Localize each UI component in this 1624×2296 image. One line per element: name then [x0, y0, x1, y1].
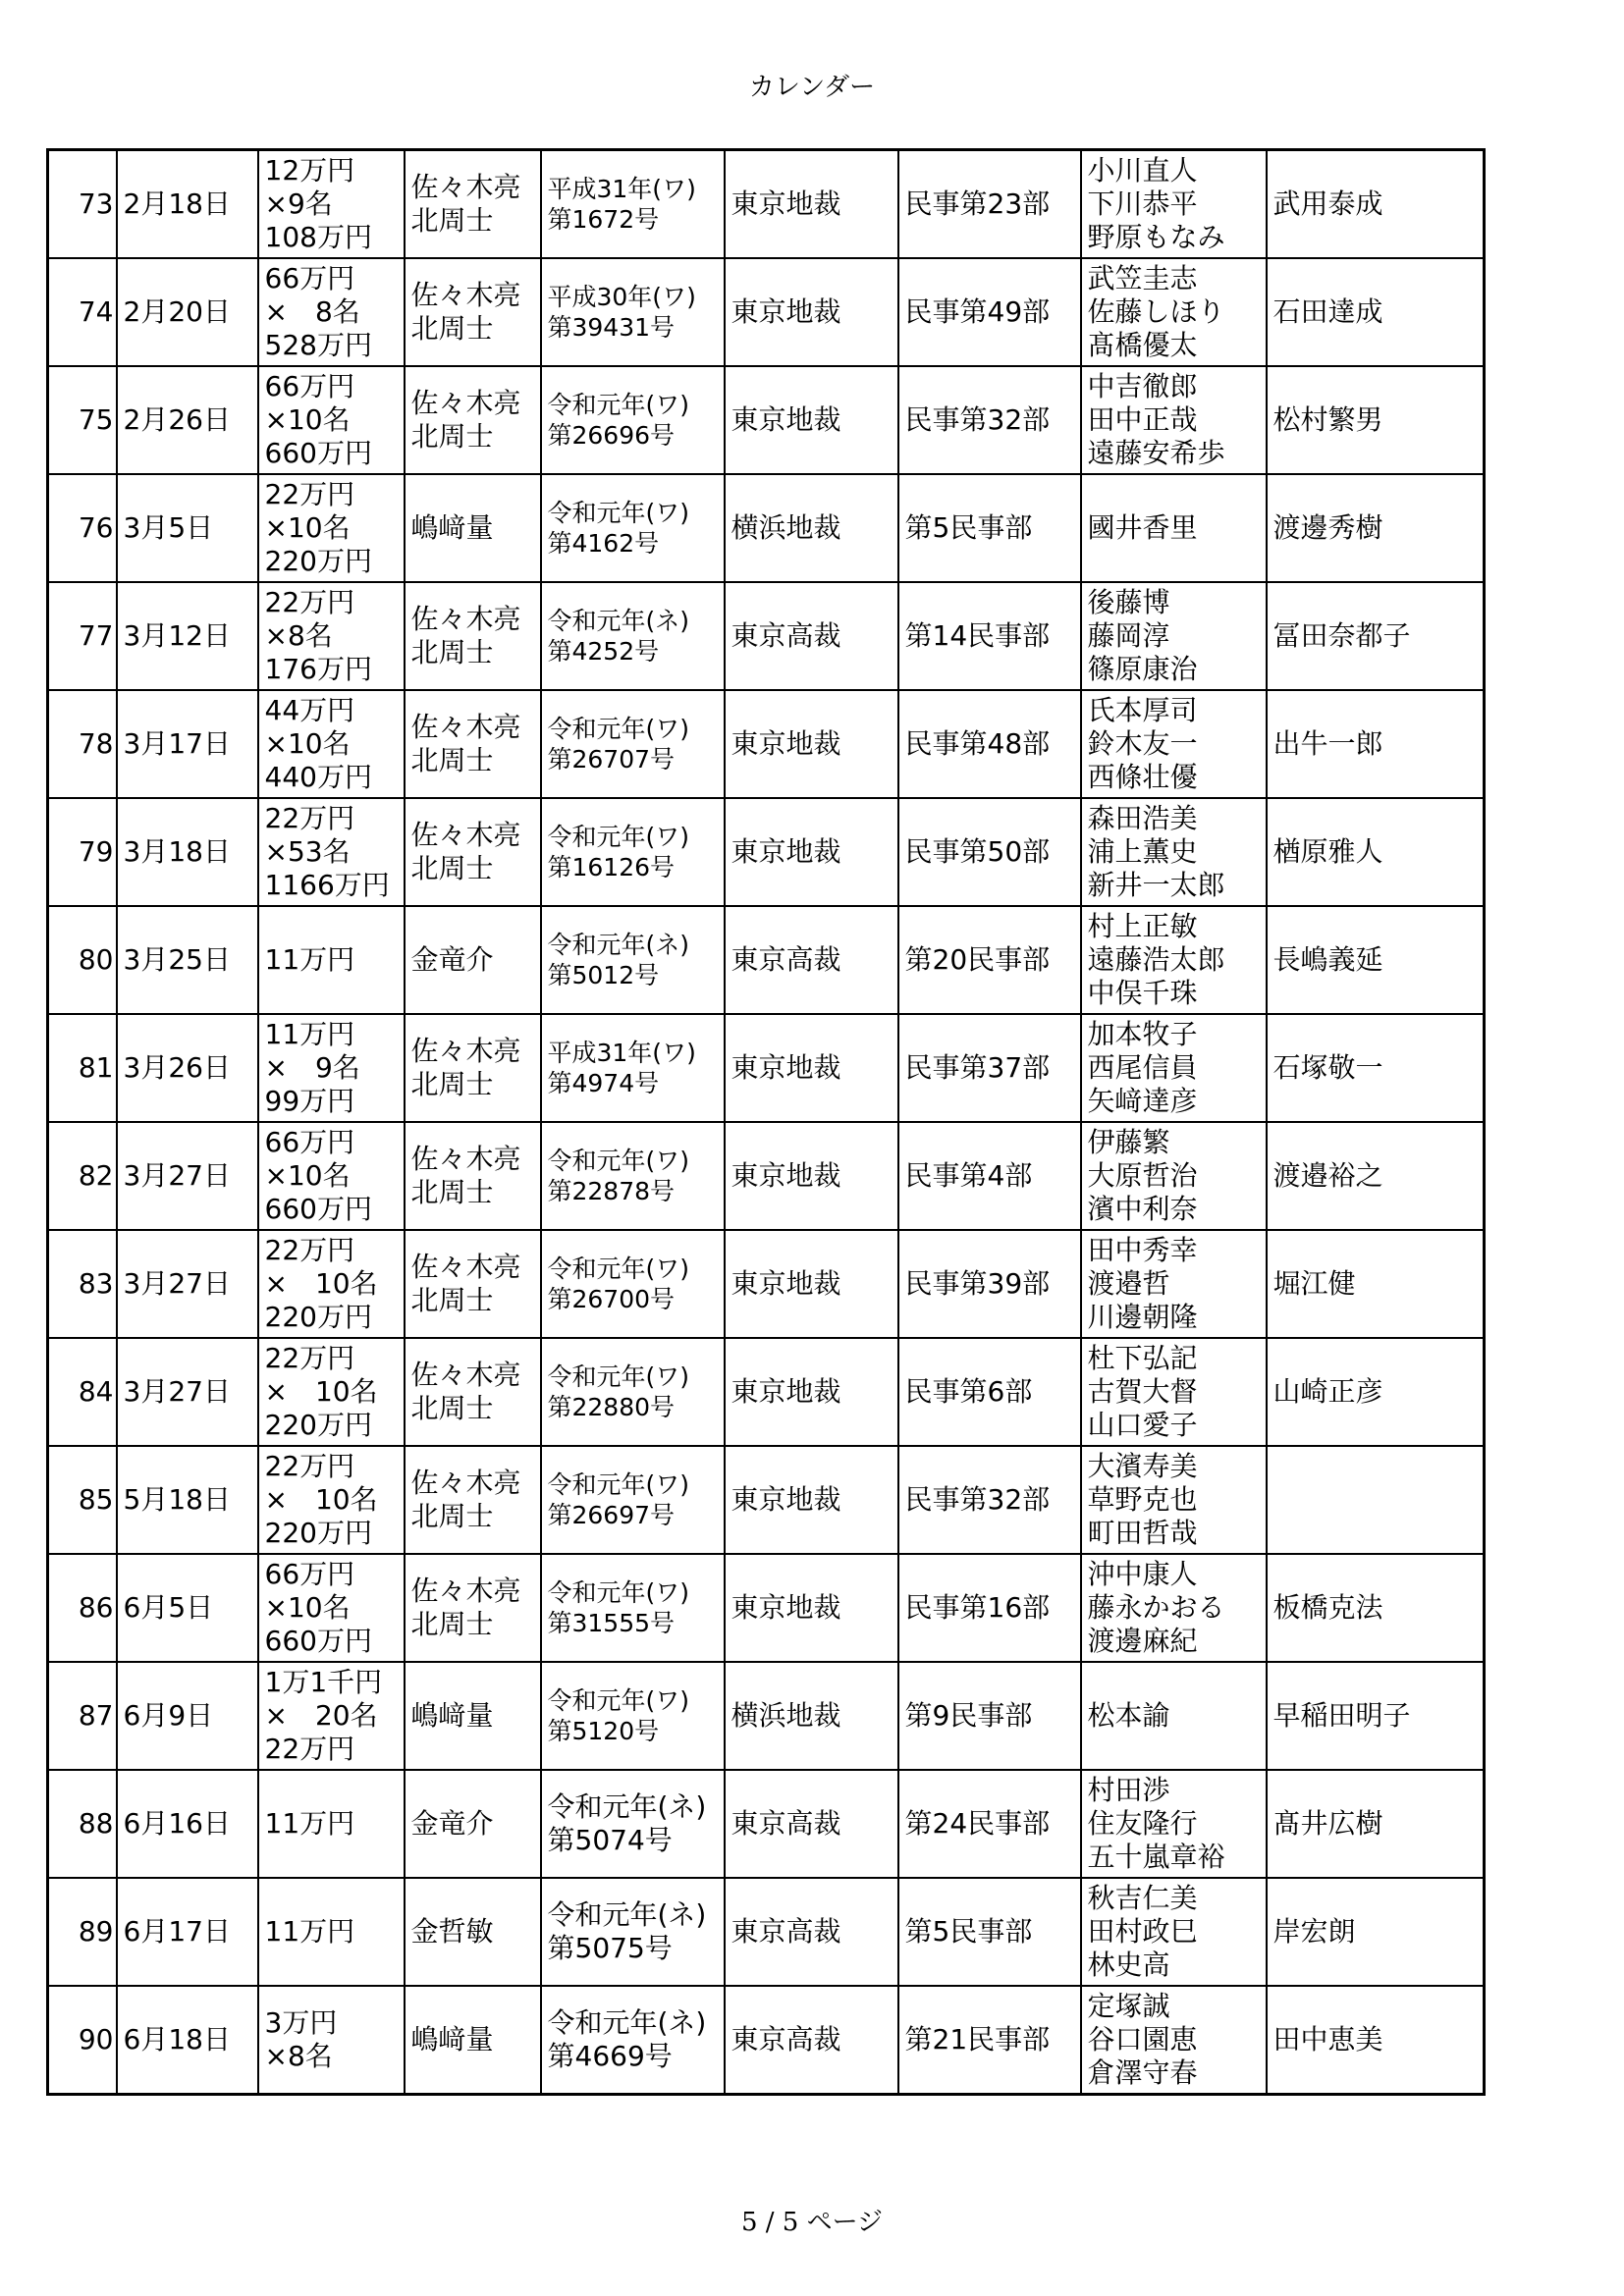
division-cell: 第21民事部	[898, 1986, 1081, 2095]
case-number-cell: 令和元年(ネ) 第5074号	[541, 1770, 725, 1878]
table-row	[48, 258, 1485, 366]
court-cell: 東京地裁	[725, 150, 898, 259]
division-cell: 第20民事部	[898, 906, 1081, 1014]
defense-attorney-cell: 石塚敬一	[1267, 1014, 1485, 1122]
case-number-cell: 令和元年(ワ) 第26707号	[541, 690, 725, 798]
defense-attorney-cell: 田中恵美	[1267, 1986, 1485, 2095]
judges-cell: 伊藤繁 大原哲治 濱中利奈	[1081, 1122, 1267, 1230]
claim-amount-cell: 11万円 × 9名 99万円	[258, 1014, 405, 1122]
claim-amount-cell: 11万円	[258, 1770, 405, 1878]
judges-cell: 松本諭	[1081, 1662, 1267, 1770]
defense-attorney-cell: 岸宏朗	[1267, 1878, 1485, 1986]
defense-attorney-cell: 楢原雅人	[1267, 798, 1485, 906]
claim-amount-cell: 22万円 × 10名 220万円	[258, 1230, 405, 1338]
row-number-cell: 87	[48, 1662, 117, 1770]
case-number-cell: 令和元年(ワ) 第22878号	[541, 1122, 725, 1230]
row-number-cell: 81	[48, 1014, 117, 1122]
case-number-cell: 平成30年(ワ) 第39431号	[541, 258, 725, 366]
judges-cell: 後藤博 藤岡淳 篠原康治	[1081, 582, 1267, 690]
date-cell: 2月26日	[117, 366, 258, 474]
defense-attorney-cell	[1267, 1446, 1485, 1554]
row-number-cell: 75	[48, 366, 117, 474]
attorney-cell: 佐々木亮 北周士	[405, 690, 541, 798]
row-number-cell: 84	[48, 1338, 117, 1446]
attorney-cell: 金哲敏	[405, 1878, 541, 1986]
table-row	[48, 690, 1485, 798]
judges-cell: 武笠圭志 佐藤しほり 髙橋優太	[1081, 258, 1267, 366]
row-number-cell: 79	[48, 798, 117, 906]
court-cell: 東京高裁	[725, 582, 898, 690]
table-row	[48, 1878, 1485, 1986]
court-cell: 東京地裁	[725, 1122, 898, 1230]
attorney-cell: 佐々木亮 北周士	[405, 1014, 541, 1122]
date-cell: 3月27日	[117, 1338, 258, 1446]
division-cell: 民事第32部	[898, 366, 1081, 474]
court-cell: 東京地裁	[725, 1446, 898, 1554]
defense-attorney-cell: 冨田奈都子	[1267, 582, 1485, 690]
claim-amount-cell: 66万円 ×10名 660万円	[258, 1554, 405, 1662]
date-cell: 6月17日	[117, 1878, 258, 1986]
attorney-cell: 佐々木亮 北周士	[405, 1230, 541, 1338]
defense-attorney-cell: 渡邊秀樹	[1267, 474, 1485, 582]
case-number-cell: 令和元年(ワ) 第5120号	[541, 1662, 725, 1770]
table-row	[48, 1770, 1485, 1878]
attorney-cell: 佐々木亮 北周士	[405, 1122, 541, 1230]
attorney-cell: 佐々木亮 北周士	[405, 150, 541, 259]
table-row	[48, 1338, 1485, 1446]
date-cell: 2月18日	[117, 150, 258, 259]
attorney-cell: 佐々木亮 北周士	[405, 1554, 541, 1662]
case-number-cell: 令和元年(ワ) 第26700号	[541, 1230, 725, 1338]
table-row	[48, 1662, 1485, 1770]
date-cell: 3月12日	[117, 582, 258, 690]
date-cell: 5月18日	[117, 1446, 258, 1554]
defense-attorney-cell: 松村繁男	[1267, 366, 1485, 474]
division-cell: 民事第4部	[898, 1122, 1081, 1230]
division-cell: 民事第50部	[898, 798, 1081, 906]
attorney-cell: 佐々木亮 北周士	[405, 582, 541, 690]
table-row	[48, 906, 1485, 1014]
defense-attorney-cell: 髙井広樹	[1267, 1770, 1485, 1878]
defense-attorney-cell: 石田達成	[1267, 258, 1485, 366]
judges-cell: 杜下弘記 古賀大督 山口愛子	[1081, 1338, 1267, 1446]
court-cell: 東京高裁	[725, 1878, 898, 1986]
row-number-cell: 86	[48, 1554, 117, 1662]
division-cell: 民事第23部	[898, 150, 1081, 259]
row-number-cell: 73	[48, 150, 117, 259]
division-cell: 民事第39部	[898, 1230, 1081, 1338]
date-cell: 6月5日	[117, 1554, 258, 1662]
judges-cell: 田中秀幸 渡邉哲 川邊朝隆	[1081, 1230, 1267, 1338]
table-row	[48, 1986, 1485, 2095]
claim-amount-cell: 22万円 × 10名 220万円	[258, 1338, 405, 1446]
table-row	[48, 1014, 1485, 1122]
case-number-cell: 令和元年(ネ) 第4669号	[541, 1986, 725, 2095]
attorney-cell: 嶋﨑量	[405, 474, 541, 582]
table-row	[48, 366, 1485, 474]
row-number-cell: 88	[48, 1770, 117, 1878]
case-number-cell: 令和元年(ワ) 第16126号	[541, 798, 725, 906]
judges-cell: 氏本厚司 鈴木友一 西條壮優	[1081, 690, 1267, 798]
division-cell: 民事第6部	[898, 1338, 1081, 1446]
division-cell: 第14民事部	[898, 582, 1081, 690]
case-table	[46, 148, 1486, 2096]
attorney-cell: 佐々木亮 北周士	[405, 258, 541, 366]
attorney-cell: 佐々木亮 北周士	[405, 798, 541, 906]
date-cell: 3月5日	[117, 474, 258, 582]
claim-amount-cell: 66万円 ×10名 660万円	[258, 1122, 405, 1230]
court-cell: 東京地裁	[725, 1338, 898, 1446]
court-cell: 東京地裁	[725, 798, 898, 906]
claim-amount-cell: 22万円 ×10名 220万円	[258, 474, 405, 582]
case-number-cell: 令和元年(ワ) 第31555号	[541, 1554, 725, 1662]
date-cell: 6月16日	[117, 1770, 258, 1878]
judges-cell: 小川直人 下川恭平 野原もなみ	[1081, 150, 1267, 259]
judges-cell: 中吉徹郎 田中正哉 遠藤安希歩	[1081, 366, 1267, 474]
division-cell: 民事第32部	[898, 1446, 1081, 1554]
row-number-cell: 78	[48, 690, 117, 798]
court-cell: 東京高裁	[725, 906, 898, 1014]
case-table-body	[48, 150, 1485, 2095]
date-cell: 3月27日	[117, 1122, 258, 1230]
court-cell: 東京地裁	[725, 690, 898, 798]
case-number-cell: 平成31年(ワ) 第1672号	[541, 150, 725, 259]
claim-amount-cell: 11万円	[258, 1878, 405, 1986]
claim-amount-cell: 1万1千円 × 20名 22万円	[258, 1662, 405, 1770]
table-row	[48, 1554, 1485, 1662]
row-number-cell: 85	[48, 1446, 117, 1554]
division-cell: 民事第49部	[898, 258, 1081, 366]
date-cell: 2月20日	[117, 258, 258, 366]
judges-cell: 森田浩美 浦上薫史 新井一太郎	[1081, 798, 1267, 906]
attorney-cell: 金竜介	[405, 1770, 541, 1878]
date-cell: 3月18日	[117, 798, 258, 906]
defense-attorney-cell: 早稲田明子	[1267, 1662, 1485, 1770]
date-cell: 3月17日	[117, 690, 258, 798]
court-cell: 東京地裁	[725, 258, 898, 366]
case-number-cell: 令和元年(ワ) 第22880号	[541, 1338, 725, 1446]
attorney-cell: 佐々木亮 北周士	[405, 1446, 541, 1554]
page-header-title: カレンダー	[748, 73, 876, 102]
division-cell: 民事第48部	[898, 690, 1081, 798]
row-number-cell: 89	[48, 1878, 117, 1986]
page-footer-number: 5 / 5 ページ	[740, 2208, 884, 2237]
judges-cell: 國井香里	[1081, 474, 1267, 582]
court-cell: 横浜地裁	[725, 1662, 898, 1770]
division-cell: 第5民事部	[898, 474, 1081, 582]
court-cell: 東京地裁	[725, 1230, 898, 1338]
table-row	[48, 1230, 1485, 1338]
claim-amount-cell: 22万円 ×53名 1166万円	[258, 798, 405, 906]
claim-amount-cell: 12万円 ×9名 108万円	[258, 150, 405, 259]
defense-attorney-cell: 渡邉裕之	[1267, 1122, 1485, 1230]
case-number-cell: 令和元年(ワ) 第26696号	[541, 366, 725, 474]
court-cell: 東京地裁	[725, 1014, 898, 1122]
judges-cell: 村田渉 住友隆行 五十嵐章裕	[1081, 1770, 1267, 1878]
division-cell: 第5民事部	[898, 1878, 1081, 1986]
court-cell: 東京地裁	[725, 366, 898, 474]
court-cell: 横浜地裁	[725, 474, 898, 582]
defense-attorney-cell: 長嶋義延	[1267, 906, 1485, 1014]
claim-amount-cell: 66万円 × 8名 528万円	[258, 258, 405, 366]
claim-amount-cell: 11万円	[258, 906, 405, 1014]
date-cell: 3月26日	[117, 1014, 258, 1122]
row-number-cell: 83	[48, 1230, 117, 1338]
claim-amount-cell: 3万円 ×8名	[258, 1986, 405, 2095]
table-row	[48, 582, 1485, 690]
date-cell: 6月9日	[117, 1662, 258, 1770]
row-number-cell: 76	[48, 474, 117, 582]
attorney-cell: 佐々木亮 北周士	[405, 366, 541, 474]
table-row	[48, 1446, 1485, 1554]
row-number-cell: 74	[48, 258, 117, 366]
defense-attorney-cell: 板橋克法	[1267, 1554, 1485, 1662]
defense-attorney-cell: 武用泰成	[1267, 150, 1485, 259]
date-cell: 3月25日	[117, 906, 258, 1014]
date-cell: 3月27日	[117, 1230, 258, 1338]
division-cell: 民事第16部	[898, 1554, 1081, 1662]
judges-cell: 村上正敏 遠藤浩太郎 中俣千珠	[1081, 906, 1267, 1014]
attorney-cell: 嶋﨑量	[405, 1986, 541, 2095]
case-number-cell: 平成31年(ワ) 第4974号	[541, 1014, 725, 1122]
claim-amount-cell: 22万円 × 10名 220万円	[258, 1446, 405, 1554]
case-number-cell: 令和元年(ワ) 第4162号	[541, 474, 725, 582]
judges-cell: 大濱寿美 草野克也 町田哲哉	[1081, 1446, 1267, 1554]
judges-cell: 加本牧子 西尾信員 矢﨑達彦	[1081, 1014, 1267, 1122]
attorney-cell: 佐々木亮 北周士	[405, 1338, 541, 1446]
defense-attorney-cell: 堀江健	[1267, 1230, 1485, 1338]
claim-amount-cell: 44万円 ×10名 440万円	[258, 690, 405, 798]
division-cell: 第9民事部	[898, 1662, 1081, 1770]
court-cell: 東京高裁	[725, 1770, 898, 1878]
court-cell: 東京地裁	[725, 1554, 898, 1662]
case-number-cell: 令和元年(ネ) 第5075号	[541, 1878, 725, 1986]
table-row	[48, 798, 1485, 906]
date-cell: 6月18日	[117, 1986, 258, 2095]
judges-cell: 秋吉仁美 田村政巳 林史高	[1081, 1878, 1267, 1986]
row-number-cell: 90	[48, 1986, 117, 2095]
attorney-cell: 金竜介	[405, 906, 541, 1014]
table-row	[48, 1122, 1485, 1230]
case-number-cell: 令和元年(ネ) 第4252号	[541, 582, 725, 690]
division-cell: 民事第37部	[898, 1014, 1081, 1122]
table-row	[48, 150, 1485, 259]
row-number-cell: 77	[48, 582, 117, 690]
attorney-cell: 嶋﨑量	[405, 1662, 541, 1770]
table-row	[48, 474, 1485, 582]
case-number-cell: 令和元年(ワ) 第26697号	[541, 1446, 725, 1554]
claim-amount-cell: 22万円 ×8名 176万円	[258, 582, 405, 690]
judges-cell: 沖中康人 藤永かおる 渡邊麻紀	[1081, 1554, 1267, 1662]
court-cell: 東京高裁	[725, 1986, 898, 2095]
division-cell: 第24民事部	[898, 1770, 1081, 1878]
case-number-cell: 令和元年(ネ) 第5012号	[541, 906, 725, 1014]
defense-attorney-cell: 山崎正彦	[1267, 1338, 1485, 1446]
judges-cell: 定塚誠 谷口園恵 倉澤守春	[1081, 1986, 1267, 2095]
claim-amount-cell: 66万円 ×10名 660万円	[258, 366, 405, 474]
defense-attorney-cell: 出牛一郎	[1267, 690, 1485, 798]
row-number-cell: 80	[48, 906, 117, 1014]
row-number-cell: 82	[48, 1122, 117, 1230]
